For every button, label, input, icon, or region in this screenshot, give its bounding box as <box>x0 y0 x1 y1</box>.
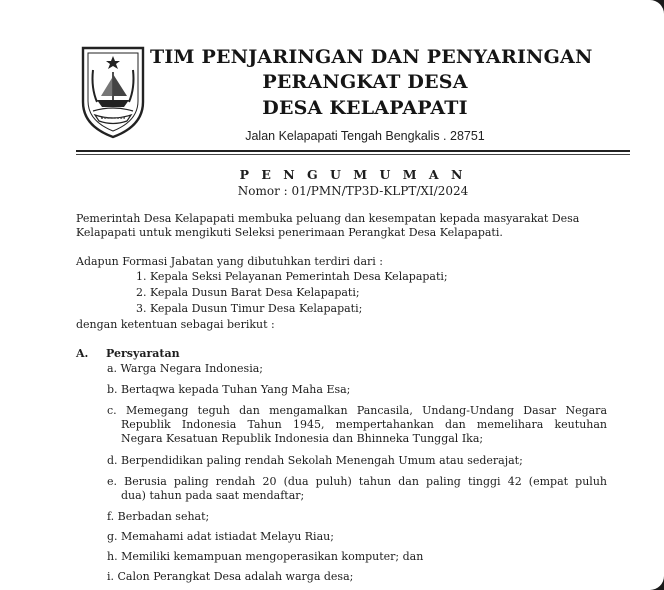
section-title: Persyaratan <box>106 347 180 360</box>
village-name: DESA KELAPAPATI <box>262 97 468 119</box>
position-item: 2. Kepala Dusun Barat Desa Kelapapati; <box>136 286 360 299</box>
requirement-item-continued: Republik Indonesia Tahun 1945, mempertahankan dan memelihara keutuhan <box>121 418 607 431</box>
requirement-item: h. Memiliki kemampuan mengoperasikan komputer; dan <box>107 550 424 563</box>
position-item: 3. Kepala Dusun Timur Desa Kelapapati; <box>136 302 363 315</box>
regency-emblem-icon <box>77 44 149 140</box>
header-divider-thin <box>76 154 630 155</box>
address: Jalan Kelapapati Tengah Bengkalis . 28751 <box>245 129 485 143</box>
positions-closing: dengan ketentuan sebagai berikut : <box>76 318 275 331</box>
requirement-item: g. Memahami adat istiadat Melayu Riau; <box>107 530 334 543</box>
position-item: 1. Kepala Seksi Pelayanan Pemerintah Desa Kelapapati; <box>136 270 448 283</box>
requirement-item-continued: dua) tahun pada saat mendaftar; <box>121 489 305 502</box>
requirement-item: a. Warga Negara Indonesia; <box>107 362 263 375</box>
announcement-title: P E N G U M U M A N <box>239 167 467 182</box>
requirement-item: d. Berpendidikan paling rendah Sekolah Menengah Umum atau sederajat; <box>107 454 523 467</box>
requirement-item: f. Berbadan sehat; <box>107 510 210 523</box>
requirement-item: b. Bertaqwa kepada Tuhan Yang Maha Esa; <box>107 383 351 396</box>
intro-line: Kelapapati untuk mengikuti Seleksi penerimaan Perangkat Desa Kelapapati. <box>76 226 503 239</box>
section-marker: A. <box>76 347 89 360</box>
header-divider <box>76 150 630 152</box>
requirement-item-continued: Negara Kesatuan Republik Indonesia dan Bhinneka Tunggal Ika; <box>121 432 484 445</box>
intro-line: Pemerintah Desa Kelapapati membuka peluang dan kesempatan kepada masyarakat Desa <box>76 212 580 225</box>
announcement-number: Nomor : 01/PMN/TP3D-KLPT/XI/2024 <box>237 184 469 198</box>
requirement-item: c. Memegang teguh dan mengamalkan Pancasila, Undang-Undang Dasar Negara <box>107 404 607 417</box>
requirement-item: e. Berusia paling rendah 20 (dua puluh) tahun dan paling tinggi 42 (empat puluh <box>107 475 607 488</box>
requirement-item: i. Calon Perangkat Desa adalah warga desa; <box>107 570 354 583</box>
positions-lead: Adapun Formasi Jabatan yang dibutuhkan terdiri dari : <box>76 255 384 268</box>
committee-subtitle: PERANGKAT DESA <box>262 71 468 93</box>
committee-title: TIM PENJARINGAN DAN PENYARINGAN <box>150 46 593 68</box>
